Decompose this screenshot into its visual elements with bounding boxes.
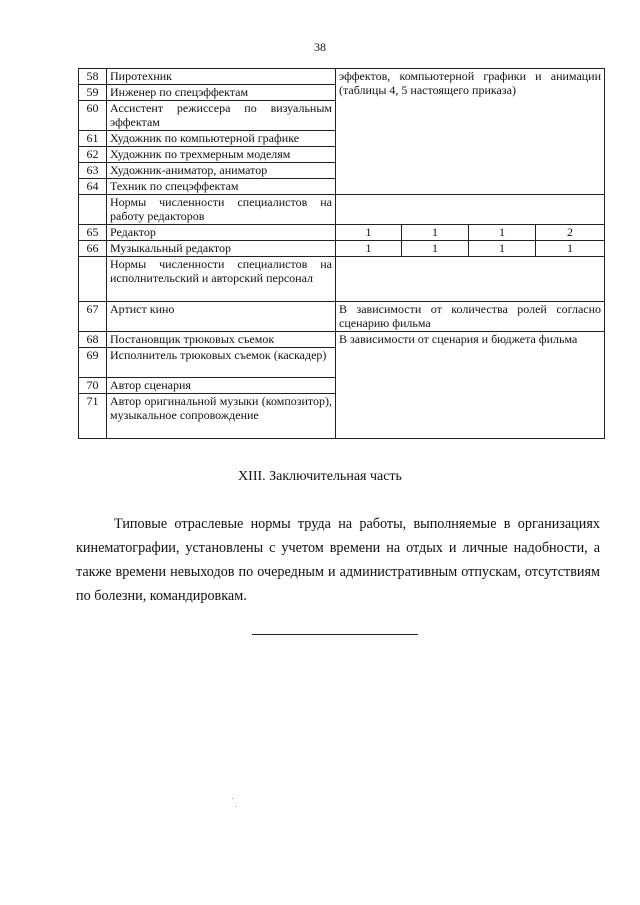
- position-name: Артист кино: [107, 302, 336, 332]
- row-number: 62: [79, 147, 107, 163]
- table-row: [79, 225, 605, 241]
- scan-speck: [236, 806, 237, 807]
- position-name: Автор оригинальной музыки (композитор), музыкальное сопровождение: [107, 394, 336, 439]
- performers-heading: Нормы численности специалистов на исполнительский и авторский персонал: [107, 257, 336, 302]
- row-number: 67: [79, 302, 107, 332]
- norm-value: 1: [469, 225, 536, 241]
- scan-speck: [232, 798, 233, 799]
- final-paragraph: Типовые отраслевые нормы труда на работы, выполняемые в организациях кинематографии, установлены с учетом времени на отдых и личные надобности, а также времени невыходов по очередным и административным отпускам, отсутствиям по болезни, командировкам.: [76, 516, 600, 604]
- section-title: XIII. Заключительная часть: [238, 469, 402, 484]
- staffing-norms-table: [78, 68, 605, 439]
- position-name: Художник по компьютерной графике: [107, 131, 336, 147]
- position-name: Техник по спецэффектам: [107, 179, 336, 195]
- row-number: 63: [79, 163, 107, 179]
- position-name: Автор сценария: [107, 378, 336, 394]
- table-row: [79, 257, 605, 302]
- table-row: [79, 302, 605, 332]
- page-number: 38: [314, 40, 326, 54]
- norm-value: 2: [536, 225, 605, 241]
- row-number: 58: [79, 69, 107, 85]
- norm-value: 1: [536, 241, 605, 257]
- norm-value: 1: [402, 241, 469, 257]
- row-number: 66: [79, 241, 107, 257]
- row-number: 59: [79, 85, 107, 101]
- position-name: Художник по трехмерным моделям: [107, 147, 336, 163]
- row-number: 61: [79, 131, 107, 147]
- table-row: [79, 69, 605, 85]
- norm-value: 1: [469, 241, 536, 257]
- table-row: [79, 332, 605, 348]
- table-row: [79, 195, 605, 225]
- position-name: Исполнитель трюковых съемок (каскадер): [107, 348, 336, 378]
- row-number: 70: [79, 378, 107, 394]
- position-name: Постановщик трюковых съемок: [107, 332, 336, 348]
- row-number: 60: [79, 101, 107, 131]
- vfx-note: эффектов, компьютерной графики и анимации (таблицы 4, 5 настоящего приказа): [336, 69, 605, 195]
- end-rule: [252, 634, 418, 635]
- row-number: 64: [79, 179, 107, 195]
- position-name: Художник-аниматор, аниматор: [107, 163, 336, 179]
- row-number: 68: [79, 332, 107, 348]
- roles-note: В зависимости от количества ролей согласно сценарию фильма: [336, 302, 605, 332]
- norm-value: 1: [402, 225, 469, 241]
- row-number: 65: [79, 225, 107, 241]
- row-number: 71: [79, 394, 107, 439]
- norm-value: 1: [336, 225, 402, 241]
- script-budget-note: В зависимости от сценария и бюджета фильма: [336, 332, 605, 439]
- position-name: Редактор: [107, 225, 336, 241]
- norm-value: 1: [336, 241, 402, 257]
- editors-heading: Нормы численности специалистов на работу редакторов: [107, 195, 336, 225]
- row-number: 69: [79, 348, 107, 378]
- table-row: [79, 241, 605, 257]
- position-name: Пиротехник: [107, 69, 336, 85]
- position-name: Инженер по спецэффектам: [107, 85, 336, 101]
- position-name: Ассистент режиссера по визуальным эффектам: [107, 101, 336, 131]
- position-name: Музыкальный редактор: [107, 241, 336, 257]
